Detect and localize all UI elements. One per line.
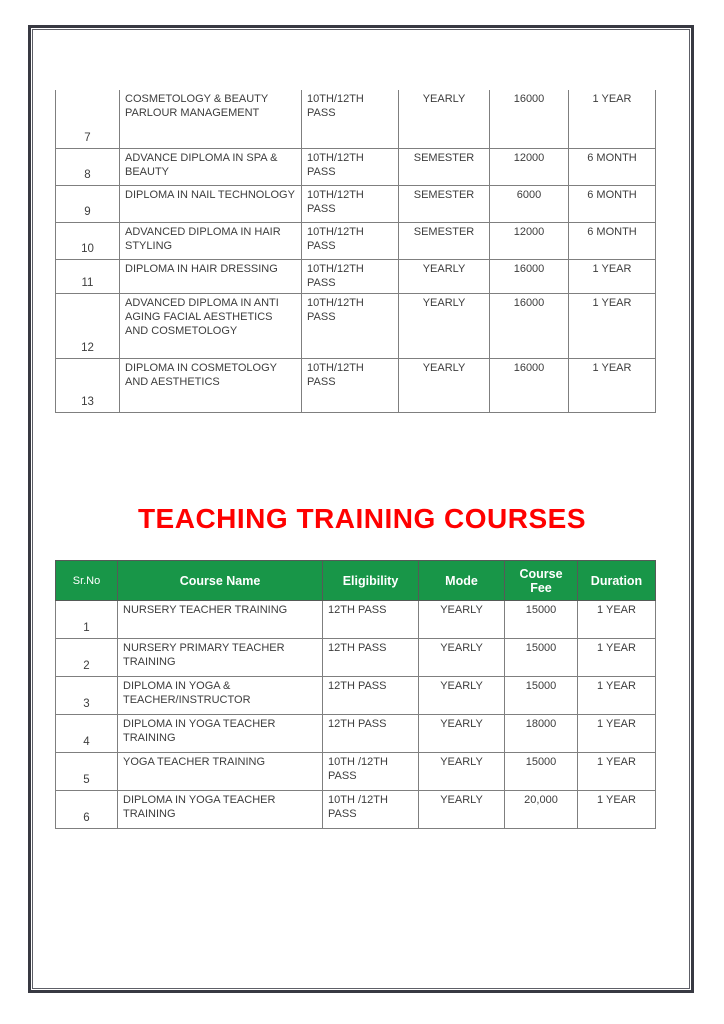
course-name-cell: YOGA TEACHER TRAINING (118, 753, 323, 791)
eligibility-cell: 10TH/12TH PASS (302, 90, 399, 148)
duration-cell: 1 YEAR (578, 791, 656, 829)
sr-no-cell: 8 (56, 148, 120, 185)
course-fee-cell: 20,000 (505, 791, 578, 829)
section-heading: TEACHING TRAINING COURSES (137, 503, 587, 534)
mode-cell: YEARLY (419, 677, 505, 715)
duration-cell: 6 MONTH (569, 222, 656, 259)
eligibility-cell: 10TH/12TH PASS (302, 358, 399, 412)
eligibility-cell: 10TH/12TH PASS (302, 222, 399, 259)
eligibility-cell: 10TH /12TH PASS (323, 791, 419, 829)
course-fee-cell: 12000 (490, 148, 569, 185)
table-row (56, 293, 656, 358)
duration-cell: 1 YEAR (578, 715, 656, 753)
table-row (56, 148, 656, 185)
sr-no-cell: 10 (56, 222, 120, 259)
eligibility-cell: 12TH PASS (323, 677, 419, 715)
mode-cell: YEARLY (399, 259, 490, 293)
teaching-courses-table (55, 560, 656, 829)
course-name-cell: NURSERY TEACHER TRAINING (118, 601, 323, 639)
course-fee-cell: 15000 (505, 639, 578, 677)
table-row (56, 715, 656, 753)
sr-no-cell: 13 (56, 358, 120, 412)
sr-no-cell: 9 (56, 185, 120, 222)
duration-cell: 1 YEAR (569, 90, 656, 148)
sr-no-cell: 6 (56, 791, 118, 829)
course-fee-cell: 16000 (490, 293, 569, 358)
course-name-cell: ADVANCE DIPLOMA IN SPA & BEAUTY (120, 148, 302, 185)
table-row (56, 639, 656, 677)
course-name-cell: DIPLOMA IN NAIL TECHNOLOGY (120, 185, 302, 222)
sr-no-cell: 3 (56, 677, 118, 715)
table-row (56, 791, 656, 829)
mode-cell: YEARLY (419, 715, 505, 753)
duration-cell: 1 YEAR (578, 601, 656, 639)
sr-no-cell: 1 (56, 601, 118, 639)
duration-cell: 6 MONTH (569, 185, 656, 222)
table-row (56, 185, 656, 222)
mode-cell: SEMESTER (399, 185, 490, 222)
table-header-row (56, 561, 656, 601)
eligibility-cell: 10TH/12TH PASS (302, 185, 399, 222)
beauty-courses-table (55, 90, 656, 413)
duration-cell: 1 YEAR (569, 259, 656, 293)
header-mode: Mode (419, 561, 505, 601)
eligibility-cell: 10TH/12TH PASS (302, 293, 399, 358)
course-name-cell: DIPLOMA IN YOGA & TEACHER/INSTRUCTOR (118, 677, 323, 715)
sr-no-cell: 7 (56, 90, 120, 148)
sr-no-cell: 11 (56, 259, 120, 293)
course-fee-cell: 15000 (505, 677, 578, 715)
course-name-cell: DIPLOMA IN YOGA TEACHER TRAINING (118, 715, 323, 753)
duration-cell: 1 YEAR (569, 358, 656, 412)
eligibility-cell: 10TH /12TH PASS (323, 753, 419, 791)
course-name-cell: DIPLOMA IN HAIR DRESSING (120, 259, 302, 293)
course-name-cell: ADVANCED DIPLOMA IN ANTI AGING FACIAL AESTHETICS AND COSMETOLOGY (120, 293, 302, 358)
table-row (56, 753, 656, 791)
table-row (56, 358, 656, 412)
eligibility-cell: 12TH PASS (323, 601, 419, 639)
mode-cell: YEARLY (419, 639, 505, 677)
header-eligibility: Eligibility (323, 561, 419, 601)
course-fee-cell: 18000 (505, 715, 578, 753)
course-name-cell: NURSERY PRIMARY TEACHER TRAINING (118, 639, 323, 677)
mode-cell: YEARLY (399, 358, 490, 412)
duration-cell: 1 YEAR (578, 677, 656, 715)
eligibility-cell: 12TH PASS (323, 639, 419, 677)
sr-no-cell: 2 (56, 639, 118, 677)
course-name-cell: DIPLOMA IN COSMETOLOGY AND AESTHETICS (120, 358, 302, 412)
mode-cell: YEARLY (419, 753, 505, 791)
header-course-name: Course Name (118, 561, 323, 601)
course-name-cell: DIPLOMA IN YOGA TEACHER TRAINING (118, 791, 323, 829)
mode-cell: SEMESTER (399, 148, 490, 185)
duration-cell: 1 YEAR (569, 293, 656, 358)
table-row (56, 222, 656, 259)
header-sr-no: Sr.No (56, 561, 118, 601)
course-fee-cell: 16000 (490, 358, 569, 412)
course-fee-cell: 6000 (490, 185, 569, 222)
sr-no-cell: 4 (56, 715, 118, 753)
mode-cell: YEARLY (419, 601, 505, 639)
mode-cell: YEARLY (399, 90, 490, 148)
course-fee-cell: 12000 (490, 222, 569, 259)
duration-cell: 1 YEAR (578, 753, 656, 791)
sr-no-cell: 5 (56, 753, 118, 791)
course-name-cell: ADVANCED DIPLOMA IN HAIR STYLING (120, 222, 302, 259)
course-name-cell: COSMETOLOGY & BEAUTY PARLOUR MANAGEMENT (120, 90, 302, 148)
table-row (56, 90, 656, 148)
course-fee-cell: 16000 (490, 259, 569, 293)
table-row (56, 677, 656, 715)
table-row (56, 601, 656, 639)
table-row (56, 259, 656, 293)
course-fee-cell: 15000 (505, 753, 578, 791)
course-fee-cell: 15000 (505, 601, 578, 639)
course-fee-cell: 16000 (490, 90, 569, 148)
mode-cell: YEARLY (419, 791, 505, 829)
duration-cell: 6 MONTH (569, 148, 656, 185)
mode-cell: YEARLY (399, 293, 490, 358)
sr-no-cell: 12 (56, 293, 120, 358)
header-course-fee: Course Fee (505, 561, 578, 601)
eligibility-cell: 10TH/12TH PASS (302, 148, 399, 185)
duration-cell: 1 YEAR (578, 639, 656, 677)
mode-cell: SEMESTER (399, 222, 490, 259)
header-duration: Duration (578, 561, 656, 601)
eligibility-cell: 12TH PASS (323, 715, 419, 753)
eligibility-cell: 10TH/12TH PASS (302, 259, 399, 293)
